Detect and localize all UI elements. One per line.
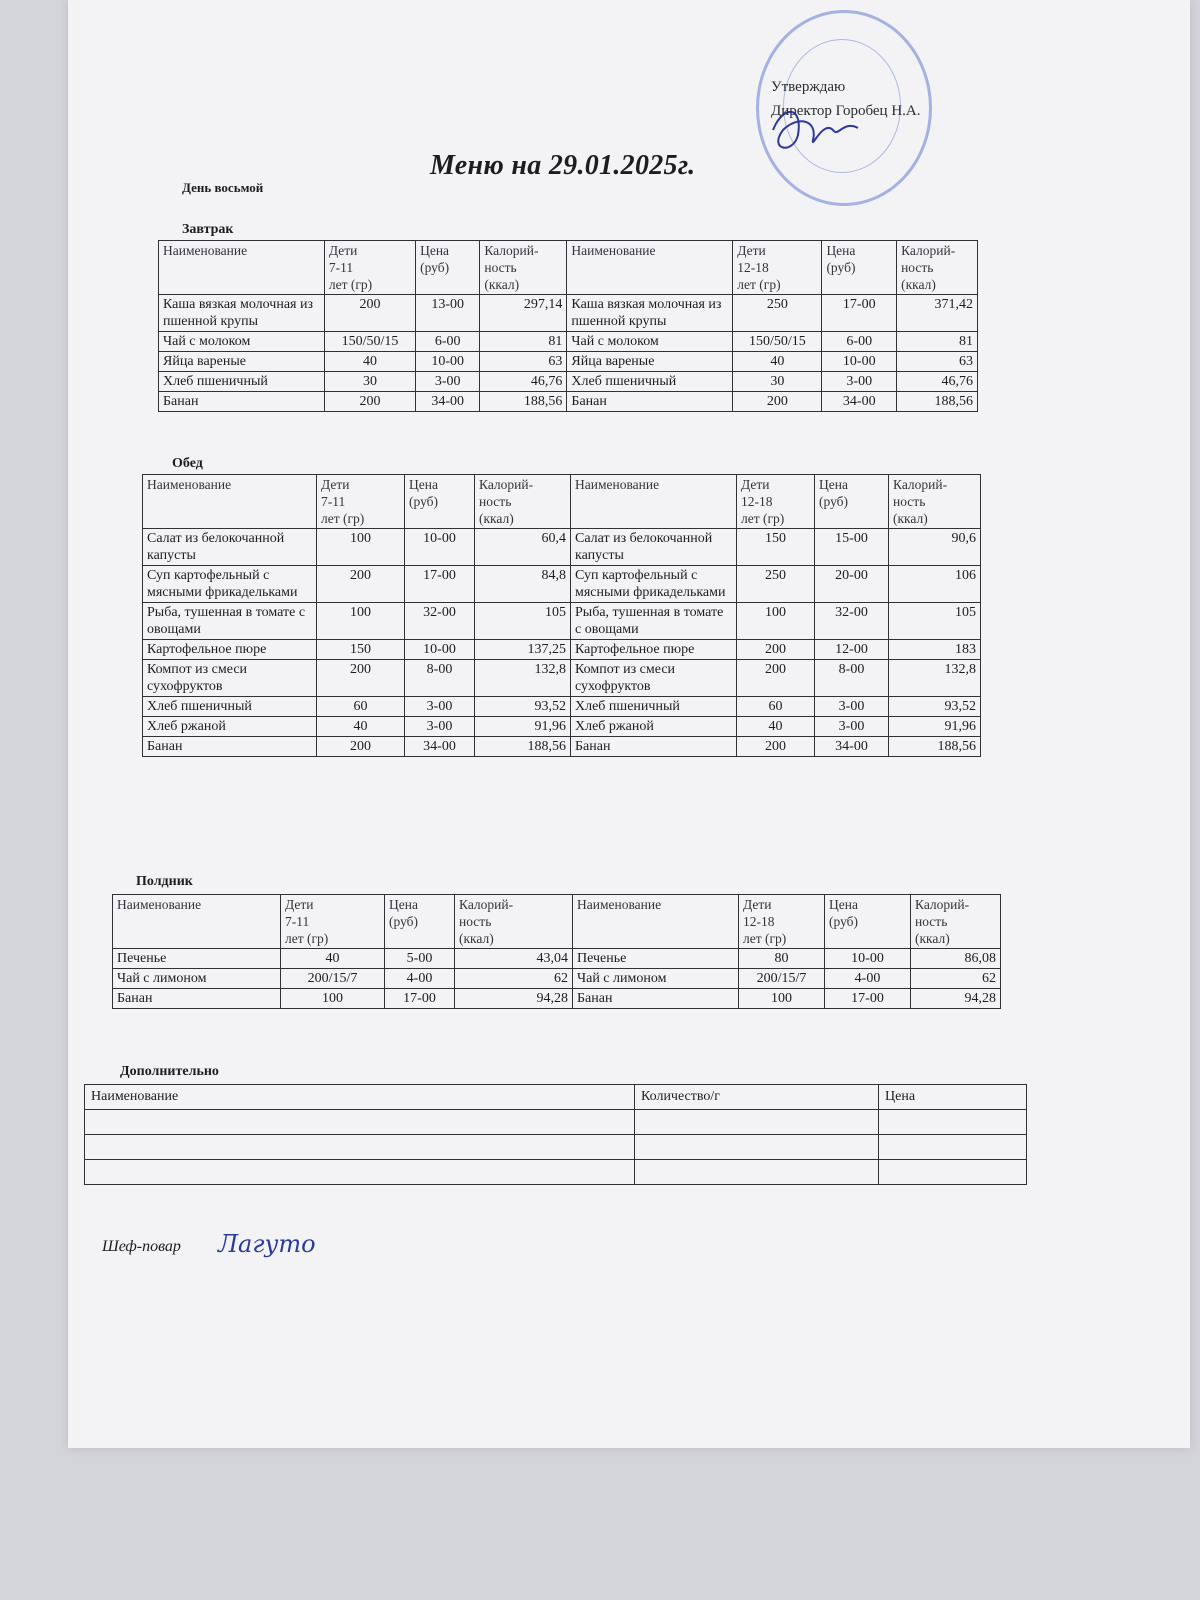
value-cell: 150/50/15 [733, 332, 822, 352]
value-cell: 94,28 [911, 989, 1001, 1009]
value-cell: 297,14 [480, 295, 567, 332]
value-cell: 46,76 [480, 372, 567, 392]
dish-name-cell: Хлеб пшеничный [567, 372, 733, 392]
value-cell: 200/15/7 [281, 969, 385, 989]
dish-name-cell: Каша вязкая молочная из пшенной крупы [567, 295, 733, 332]
value-cell: 10-00 [822, 352, 897, 372]
table-row [113, 949, 1001, 969]
value-cell: 60,4 [475, 529, 571, 566]
value-cell: 100 [281, 989, 385, 1009]
dish-name-cell: Чай с молоком [159, 332, 325, 352]
value-cell: 200 [733, 392, 822, 412]
table-row [113, 969, 1001, 989]
table-row [159, 352, 978, 372]
table-row [85, 1160, 1027, 1185]
value-cell: 105 [475, 603, 571, 640]
section-lunch: Обед [172, 456, 203, 471]
dish-name-cell: Чай с лимоном [573, 969, 739, 989]
value-cell: 6-00 [822, 332, 897, 352]
value-cell: 4-00 [825, 969, 911, 989]
dish-name-cell: Хлеб ржаной [143, 717, 317, 737]
value-cell: 60 [317, 697, 405, 717]
value-cell: 200 [324, 392, 415, 412]
value-cell: 62 [911, 969, 1001, 989]
value-cell: 40 [281, 949, 385, 969]
table-row [159, 392, 978, 412]
value-cell: 200/15/7 [739, 969, 825, 989]
dish-name-cell: Банан [571, 737, 737, 757]
table-header-cell: Калорий- ность (ккал) [911, 895, 1001, 949]
value-cell: 15-00 [815, 529, 889, 566]
value-cell: 32-00 [815, 603, 889, 640]
table-row [159, 295, 978, 332]
dish-name-cell: Рыба, тушенная в томате с овощами [143, 603, 317, 640]
table-header-cell: Калорий- ность (ккал) [475, 475, 571, 529]
table-header-cell: Калорий- ность (ккал) [889, 475, 981, 529]
dish-name-cell: Каша вязкая молочная из пшенной крупы [159, 295, 325, 332]
table-row [159, 372, 978, 392]
value-cell: 132,8 [475, 660, 571, 697]
lunch-table [142, 474, 981, 757]
dish-name-cell: Суп картофельный с мясными фрикадельками [143, 566, 317, 603]
value-cell: 30 [733, 372, 822, 392]
extra-table [84, 1084, 1027, 1185]
value-cell: 10-00 [825, 949, 911, 969]
table-header-cell: Цена (руб) [385, 895, 455, 949]
value-cell: 63 [897, 352, 978, 372]
table-header-cell: Дети 7-11 лет (гр) [281, 895, 385, 949]
table-header-cell: Дети 12-18 лет (гр) [733, 241, 822, 295]
value-cell: 150 [737, 529, 815, 566]
section-breakfast: Завтрак [182, 222, 234, 237]
value-cell: 30 [324, 372, 415, 392]
value-cell: 200 [737, 660, 815, 697]
dish-name-cell: Банан [159, 392, 325, 412]
value-cell: 150/50/15 [324, 332, 415, 352]
value-cell: 20-00 [815, 566, 889, 603]
dish-name-cell: Рыба, тушенная в томате с овощами [571, 603, 737, 640]
approve-label: Утверждаю [771, 79, 846, 95]
value-cell: 132,8 [889, 660, 981, 697]
value-cell: 188,56 [475, 737, 571, 757]
table-row [113, 989, 1001, 1009]
table-row [143, 603, 981, 640]
value-cell: 137,25 [475, 640, 571, 660]
section-extra: Дополнительно [120, 1064, 219, 1079]
dish-name-cell: Банан [113, 989, 281, 1009]
value-cell: 105 [889, 603, 981, 640]
dish-name-cell: Компот из смеси сухофруктов [143, 660, 317, 697]
table-header-cell: Цена (руб) [815, 475, 889, 529]
table-row [143, 566, 981, 603]
table-header-cell: Калорий- ность (ккал) [897, 241, 978, 295]
value-cell: 40 [324, 352, 415, 372]
table-row [143, 660, 981, 697]
value-cell: 17-00 [405, 566, 475, 603]
value-cell: 100 [317, 529, 405, 566]
table-row [143, 697, 981, 717]
table-header-cell: Дети 12-18 лет (гр) [737, 475, 815, 529]
value-cell: 100 [317, 603, 405, 640]
value-cell: 5-00 [385, 949, 455, 969]
dish-name-cell: Салат из белокочанной капусты [571, 529, 737, 566]
value-cell: 3-00 [405, 697, 475, 717]
director-name: Директор Горобец Н.А. [771, 103, 921, 119]
value-cell: 81 [897, 332, 978, 352]
value-cell: 8-00 [815, 660, 889, 697]
dish-name-cell: Картофельное пюре [571, 640, 737, 660]
value-cell: 93,52 [889, 697, 981, 717]
dish-name-cell: Компот из смеси сухофруктов [571, 660, 737, 697]
dish-name-cell: Печенье [573, 949, 739, 969]
table-header-cell: Дети 7-11 лет (гр) [317, 475, 405, 529]
table-row [85, 1135, 1027, 1160]
value-cell: 91,96 [889, 717, 981, 737]
value-cell: 86,08 [911, 949, 1001, 969]
table-header-cell: Цена (руб) [822, 241, 897, 295]
value-cell: 200 [737, 737, 815, 757]
chef-label: Шеф-повар [102, 1238, 181, 1255]
value-cell: 188,56 [480, 392, 567, 412]
value-cell: 200 [317, 737, 405, 757]
value-cell: 100 [739, 989, 825, 1009]
value-cell: 32-00 [405, 603, 475, 640]
dish-name-cell: Хлеб ржаной [571, 717, 737, 737]
dish-name-cell: Салат из белокочанной капусты [143, 529, 317, 566]
table-header-cell: Цена (руб) [416, 241, 480, 295]
value-cell: 3-00 [822, 372, 897, 392]
dish-name-cell: Печенье [113, 949, 281, 969]
value-cell: 200 [317, 566, 405, 603]
value-cell: 100 [737, 603, 815, 640]
extra-header-name: Наименование [85, 1085, 635, 1110]
value-cell: 12-00 [815, 640, 889, 660]
table-header-cell: Наименование [567, 241, 733, 295]
value-cell: 8-00 [405, 660, 475, 697]
value-cell: 34-00 [822, 392, 897, 412]
value-cell: 94,28 [455, 989, 573, 1009]
extra-header-price: Цена [879, 1085, 1027, 1110]
table-row [159, 332, 978, 352]
table-header-cell: Цена (руб) [405, 475, 475, 529]
value-cell: 200 [317, 660, 405, 697]
snack-table [112, 894, 1001, 1009]
value-cell: 46,76 [897, 372, 978, 392]
dish-name-cell: Суп картофельный с мясными фрикадельками [571, 566, 737, 603]
value-cell: 34-00 [405, 737, 475, 757]
dish-name-cell: Банан [573, 989, 739, 1009]
breakfast-table [158, 240, 978, 412]
table-header-cell: Калорий- ность (ккал) [455, 895, 573, 949]
extra-header-qty: Количество/г [635, 1085, 879, 1110]
value-cell: 200 [324, 295, 415, 332]
value-cell: 17-00 [825, 989, 911, 1009]
value-cell: 60 [737, 697, 815, 717]
table-header-cell: Наименование [143, 475, 317, 529]
table-row [143, 529, 981, 566]
value-cell: 40 [737, 717, 815, 737]
dish-name-cell: Банан [143, 737, 317, 757]
menu-sheet [68, 0, 1190, 1448]
value-cell: 40 [317, 717, 405, 737]
value-cell: 3-00 [815, 697, 889, 717]
value-cell: 93,52 [475, 697, 571, 717]
value-cell: 40 [733, 352, 822, 372]
value-cell: 91,96 [475, 717, 571, 737]
value-cell: 10-00 [416, 352, 480, 372]
dish-name-cell: Картофельное пюре [143, 640, 317, 660]
table-header-cell: Калорий- ность (ккал) [480, 241, 567, 295]
value-cell: 10-00 [405, 640, 475, 660]
chef-signature: Лагуто [218, 1230, 316, 1258]
table-header-cell: Цена (руб) [825, 895, 911, 949]
table-header-cell: Дети 12-18 лет (гр) [739, 895, 825, 949]
value-cell: 371,42 [897, 295, 978, 332]
value-cell: 188,56 [889, 737, 981, 757]
table-header-cell: Наименование [571, 475, 737, 529]
table-header-cell: Наименование [113, 895, 281, 949]
table-row [85, 1110, 1027, 1135]
value-cell: 6-00 [416, 332, 480, 352]
value-cell: 62 [455, 969, 573, 989]
value-cell: 183 [889, 640, 981, 660]
table-row [143, 737, 981, 757]
value-cell: 188,56 [897, 392, 978, 412]
table-row [143, 640, 981, 660]
value-cell: 63 [480, 352, 567, 372]
dish-name-cell: Яйца вареные [159, 352, 325, 372]
dish-name-cell: Банан [567, 392, 733, 412]
value-cell: 200 [737, 640, 815, 660]
dish-name-cell: Яйца вареные [567, 352, 733, 372]
value-cell: 17-00 [385, 989, 455, 1009]
value-cell: 90,6 [889, 529, 981, 566]
value-cell: 17-00 [822, 295, 897, 332]
day-label: День восьмой [182, 180, 264, 195]
table-header-cell: Дети 7-11 лет (гр) [324, 241, 415, 295]
dish-name-cell: Хлеб пшеничный [571, 697, 737, 717]
value-cell: 43,04 [455, 949, 573, 969]
dish-name-cell: Чай с лимоном [113, 969, 281, 989]
table-header-cell: Наименование [573, 895, 739, 949]
value-cell: 3-00 [416, 372, 480, 392]
value-cell: 4-00 [385, 969, 455, 989]
value-cell: 34-00 [416, 392, 480, 412]
value-cell: 34-00 [815, 737, 889, 757]
value-cell: 84,8 [475, 566, 571, 603]
value-cell: 3-00 [815, 717, 889, 737]
value-cell: 80 [739, 949, 825, 969]
page-title: Меню на 29.01.2025г. [430, 150, 696, 181]
dish-name-cell: Хлеб пшеничный [143, 697, 317, 717]
value-cell: 10-00 [405, 529, 475, 566]
value-cell: 106 [889, 566, 981, 603]
value-cell: 13-00 [416, 295, 480, 332]
value-cell: 150 [317, 640, 405, 660]
table-row [143, 717, 981, 737]
value-cell: 81 [480, 332, 567, 352]
value-cell: 250 [733, 295, 822, 332]
value-cell: 3-00 [405, 717, 475, 737]
dish-name-cell: Чай с молоком [567, 332, 733, 352]
dish-name-cell: Хлеб пшеничный [159, 372, 325, 392]
table-header-cell: Наименование [159, 241, 325, 295]
value-cell: 250 [737, 566, 815, 603]
section-snack: Полдник [136, 874, 193, 889]
